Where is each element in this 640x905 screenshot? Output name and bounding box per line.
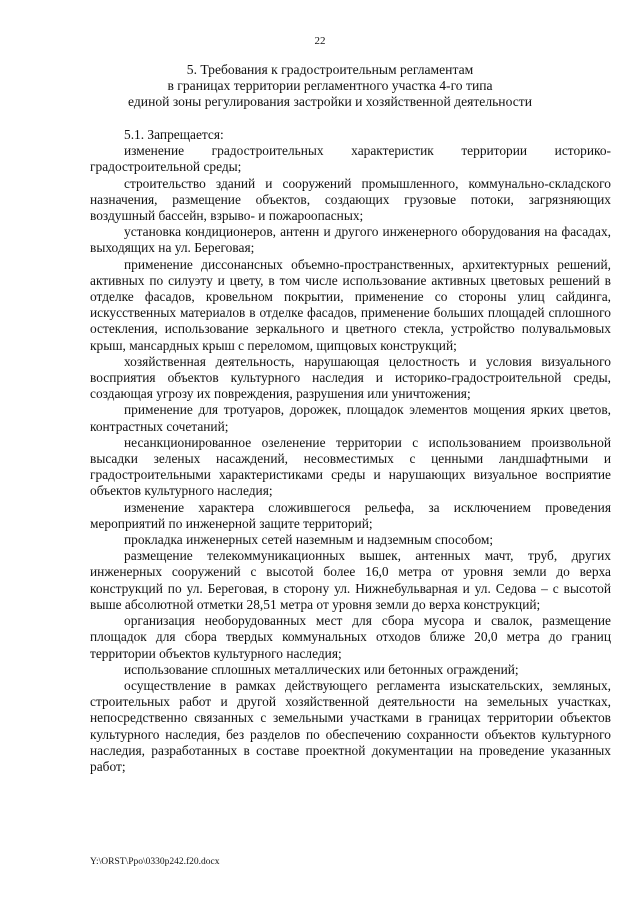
paragraph: применение диссонансных объемно-пространственных, архитектурных решений, активных по силуэту и цвету, в том числе использование активных цветовых решений в отделке фасадов, кровельном покрытии, применение со стороны улиц сайдинга, искусственных материалов в отделке фасадов, применение больших площадей сплошного остекления, использование зеркального и цветного стекла, устройство полувальмовых крыш, мансардных крыш с переломом, щипцовых конструкций; bbox=[90, 256, 611, 353]
paragraph: применение для тротуаров, дорожек, площадок элементов мощения ярких цветов, контрастных сочетаний; bbox=[90, 402, 611, 434]
paragraph: строительство зданий и сооружений промышленного, коммунально-складского назначения, размещение объектов, создающих грузовые потоки, загрязняющих воздушный бассейн, взрыво- и пожароопасных; bbox=[90, 175, 611, 224]
heading-line-1: 5. Требования к градостроительным регламентам bbox=[186, 62, 474, 77]
paragraph: использование сплошных металлических или бетонных ограждений; bbox=[124, 661, 519, 677]
paragraph: прокладка инженерных сетей наземным и надземным способом; bbox=[124, 532, 494, 548]
heading-line-3: единой зоны регулирования застройки и хозяйственной деятельности bbox=[128, 94, 532, 109]
paragraph: осуществление в рамках действующего регламента изыскательских, земляных, строительных работ и другой хозяйственной деятельности на земельных участках, непосредственно связанных с земельными участками в границах территории объектов культурного наследия, без разделов по обеспечению сохранности объектов культурного наследия, разработанных в составе проектной документации на проведение указанных работ; bbox=[90, 677, 611, 774]
paragraph: хозяйственная деятельность, нарушающая целостность и условия визуального восприятия объектов культурного наследия и историко-градостроительной среды, создающая угрозу их повреждения, разрушения или уничтожения; bbox=[90, 353, 611, 402]
paragraph: изменение градостроительных характеристик территории историко-градостроительной среды; bbox=[90, 143, 611, 175]
paragraph: установка кондиционеров, антенн и другого инженерного оборудования на фасадах, выходящих на ул. Береговая; bbox=[90, 224, 611, 256]
page-number: 22 bbox=[314, 35, 326, 47]
paragraph: несанкционированное озеленение территории с использованием произвольной высадки зеленых насаждений, несовместимых с ценными ландшафтными и градостроительными характеристиками среды и нарушающих визуальное восприятие объектов культурного наследия; bbox=[90, 434, 611, 499]
subsection-title: 5.1. Запрещается: bbox=[124, 127, 224, 142]
section-heading bbox=[60, 62, 600, 110]
paragraph: организация необорудованных мест для сбора мусора и свалок, размещение площадок для сбора твердых коммунальных отходов ближе 20,0 метра до границ территории объектов культурного наследия; bbox=[90, 613, 611, 661]
document-body bbox=[90, 127, 611, 775]
heading-line-2: в границах территории регламентного участка 4-го типа bbox=[167, 78, 493, 93]
paragraph: размещение телекоммуникационных вышек, антенных мачт, труб, других инженерных сооружений с высотой более 16,0 метра от уровня земли до верха конструкций по ул. Береговая, в сторону ул. Нижнебульварная и ул. Седова – с высотой выше абсолютной отметки 28,51 метра от уровня земли до верха конструкций; bbox=[90, 548, 611, 612]
file-path-footer: Y:\ORST\Ppo\0330p242.f20.docx bbox=[90, 857, 220, 867]
paragraph: изменение характера сложившегося рельефа, за исключением проведения мероприятий по инженерной защите территорий; bbox=[90, 499, 611, 531]
